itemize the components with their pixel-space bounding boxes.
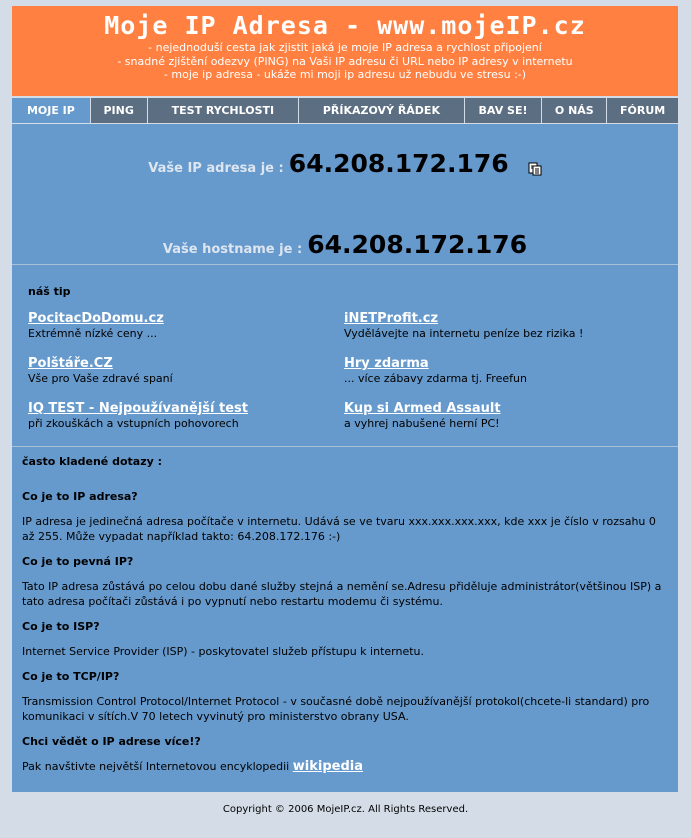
tip-item [28,311,328,341]
faq-question: Co je to pevná IP? [22,555,134,568]
tip-item [344,311,644,341]
header [12,6,678,96]
nav-bav-se[interactable]: BAV SE! [465,98,543,123]
faq-more-line [22,759,670,774]
site-title: Moje IP Adresa - www.mojeIP.cz [104,11,586,40]
divider [12,264,678,265]
nav-moje-ip[interactable]: MOJE IP [12,98,91,123]
tip-desc: ... více zábavy zdarma tj. Freefun [344,372,527,385]
wikipedia-link[interactable]: wikipedia [292,759,363,774]
faq-section [22,454,670,774]
faq-more-question: Chci vědět o IP adrese více!? [22,735,201,748]
nav-ping[interactable]: PING [91,98,148,123]
tip-item [28,401,328,431]
tip-desc: Vše pro Vaše zdravé spaní [28,372,173,385]
faq-heading: často kladené dotazy : [22,455,163,468]
faq-answer: Transmission Control Protocol/Internet Protocol - v současné době nejpoužívanější protokol(chcete-li standard) pro komunikaci v sítích.V 70 letech vyvinutý pro ministerstvo obrany USA. [22,695,650,723]
footer-copyright: Copyright © 2006 MojeIP.cz. All Rights Reserved. [222,804,469,815]
nav-prikazovy-radek[interactable]: PŘÍKAZOVÝ ŘÁDEK [299,98,465,123]
main-content [12,124,678,792]
faq-answer: Tato IP adresa zůstává po celou dobu dané služby stejná a nemění se.Adresu přiděluje administrátor(většinou ISP) a tato adresa počítači zůstává i po vypnutí nebo restartu modemu či systému. [22,580,662,608]
hostname-value: 64.208.172.176 [307,230,528,259]
tip-item [344,401,644,431]
ip-label: Vaše IP adresa je : [148,161,284,176]
copy-clipboard-icon[interactable] [528,161,542,175]
tagline-2: - snadné zjištění odezvy (PING) na Vaši IP adresu či URL nebo IP adresy v internetu [117,54,573,68]
page-wrapper [12,6,678,792]
tip-desc: a vyhrej nabušené herní PC! [344,417,500,430]
tip-item [28,356,328,386]
tagline-3: - moje ip adresa - ukáže mi moji ip adresu už nebudu ve stresu :-) [163,68,527,81]
faq-answer: Internet Service Provider (ISP) - poskytovatel služeb přístupu k internetu. [22,645,425,658]
faq-question: Co je to TCP/IP? [22,670,120,683]
tip-item [344,356,644,386]
nav-o-nas[interactable]: O NÁS [542,98,607,123]
faq-more-text: Pak navštivte největší Internetovou encyklopedii [22,760,290,773]
tip-link-inetprofit[interactable]: iNETProfit.cz [344,311,439,326]
ip-row [12,149,678,178]
ip-value: 64.208.172.176 [288,149,509,178]
tip-link-hry-zdarma[interactable]: Hry zdarma [344,356,429,371]
faq-question: Co je to ISP? [22,620,100,633]
hostname-label: Vaše hostname je : [162,242,303,257]
tip-link-polstare[interactable]: Polštáře.CZ [28,356,113,371]
divider [12,446,678,447]
faq-question: Co je to IP adresa? [22,490,138,503]
nav-test-rychlosti[interactable]: TEST RYCHLOSTI [148,98,300,123]
tip-desc: Extrémně nízké ceny ... [28,327,158,340]
tip-link-iq-test[interactable]: IQ TEST - Nejpoužívanější test [28,401,248,416]
hostname-row [12,230,678,259]
tagline-1: - nejednoduší cesta jak zjistit jaká je moje IP adresa a rychlost připojení [148,41,542,54]
tip-link-armed-assault[interactable]: Kup si Armed Assault [344,401,501,416]
main-nav [12,98,678,123]
tips-heading: náš tip [28,285,71,298]
tip-desc: Vydělávejte na internetu peníze bez rizika ! [344,327,584,340]
faq-answer: IP adresa je jedinečná adresa počítače v internetu. Udává se ve tvaru xxx.xxx.xxx.xxx, kde xxx je číslo v rozsahu 0 až 255. Může vypadat například takto: 64.208.172.176 :-) [22,515,656,543]
tip-desc: při zkouškách a vstupních pohovorech [28,417,239,430]
tip-link-pocitacdodomu[interactable]: PocitacDoDomu.cz [28,311,164,326]
nav-forum[interactable]: FÓRUM [620,104,666,117]
